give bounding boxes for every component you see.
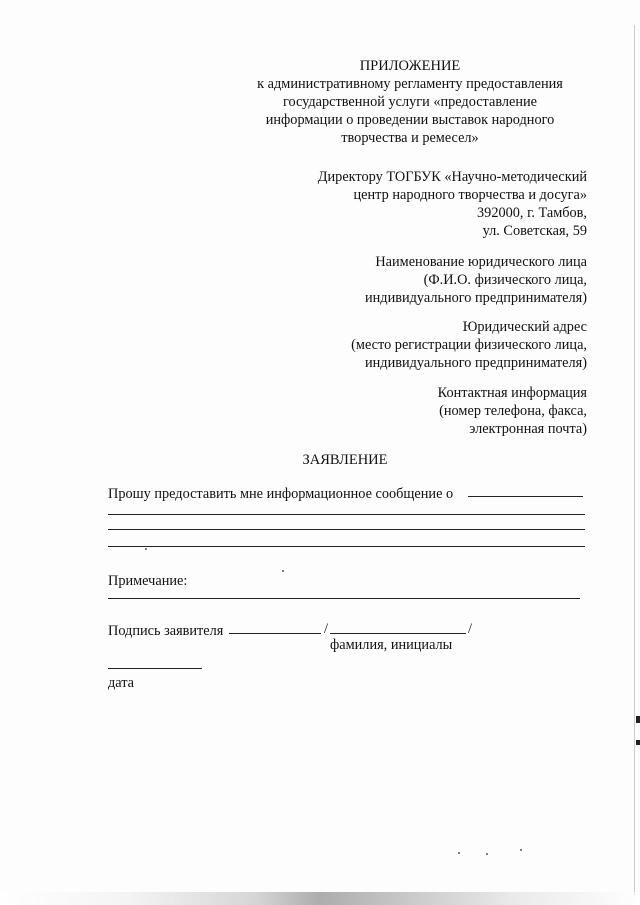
legal-address-block — [351, 318, 587, 372]
scan-bottom-edge — [0, 892, 640, 905]
addressee-line: 392000, г. Тамбов, — [477, 205, 587, 221]
appendix-line: к административному регламенту предоставления — [257, 76, 563, 92]
scan-edge-mark — [636, 740, 640, 745]
contact-info-line: Контактная информация — [437, 385, 587, 401]
request-fill-line[interactable] — [108, 546, 585, 547]
note-label: Примечание: — [108, 573, 188, 589]
request-text: Прошу предоставить мне информационное сообщение о — [108, 486, 454, 502]
signature-slash: / — [324, 621, 328, 637]
request-fill-line[interactable] — [468, 496, 583, 497]
scan-speck — [145, 548, 147, 550]
scan-speck — [458, 852, 460, 854]
appendix-line: государственной услуги «предоставление — [282, 94, 538, 110]
applicant-name-line: индивидуального предпринимателя) — [365, 290, 587, 306]
addressee-line: центр народного творчества и досуга» — [353, 187, 587, 203]
appendix-line: творчества и ремесел» — [341, 130, 479, 146]
date-fill-line[interactable] — [108, 668, 202, 669]
statement-heading: ЗАЯВЛЕНИЕ — [302, 452, 388, 468]
appendix-title: ПРИЛОЖЕНИЕ — [359, 58, 461, 74]
scan-speck — [520, 849, 522, 851]
applicant-name-line: Наименование юридического лица — [375, 254, 587, 270]
scan-edge-mark — [636, 716, 640, 723]
date-label: дата — [108, 675, 135, 691]
signature-label: Подпись заявителя — [108, 623, 224, 639]
request-fill-line[interactable] — [108, 529, 585, 530]
name-caption: фамилия, инициалы — [330, 637, 453, 653]
legal-address-line: Юридический адрес — [462, 319, 587, 335]
name-fill-line[interactable] — [330, 633, 466, 634]
contact-info-line: (номер телефона, факса, — [439, 403, 587, 419]
appendix-header — [230, 57, 590, 147]
addressee-line: Директору ТОГБУК «Научно-методический — [317, 169, 587, 185]
contact-info-block — [438, 384, 587, 438]
legal-address-line: индивидуального предпринимателя) — [365, 355, 587, 371]
scan-speck — [486, 853, 488, 855]
legal-address-line: (место регистрации физического лица, — [351, 337, 587, 353]
appendix-line: информации о проведении выставок народного — [265, 112, 555, 128]
applicant-name-line: (Ф.И.О. физического лица, — [423, 272, 587, 288]
scan-speck — [282, 570, 284, 572]
addressee-line: ул. Советская, 59 — [482, 223, 587, 239]
scan-edge-shadow — [634, 25, 635, 895]
signature-fill-line[interactable] — [229, 633, 321, 634]
applicant-name-block — [365, 253, 587, 307]
signature-slash: / — [468, 621, 472, 637]
request-fill-line[interactable] — [108, 514, 585, 515]
note-fill-line[interactable] — [108, 598, 580, 599]
addressee-block — [318, 168, 587, 240]
contact-info-line: электронная почта) — [469, 421, 587, 437]
